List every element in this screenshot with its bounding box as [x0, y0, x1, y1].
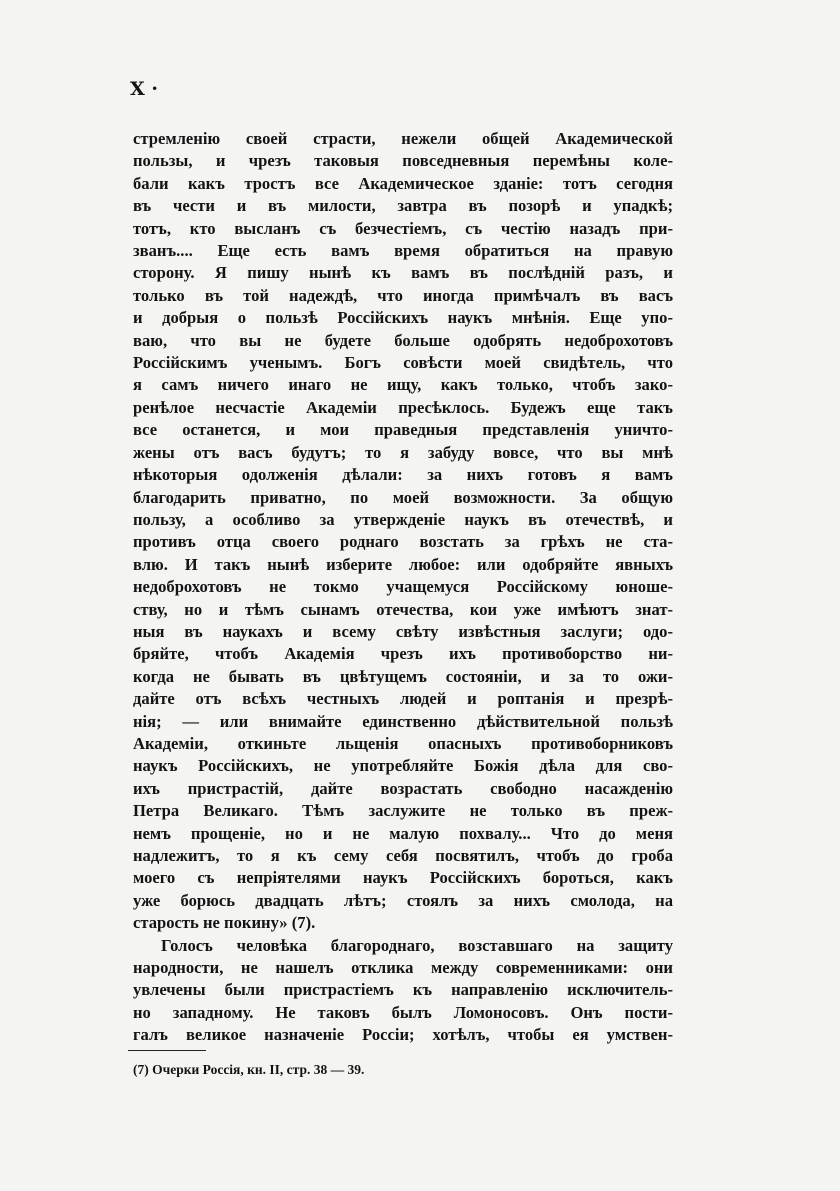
text-line: ныя въ наукахъ и всему свѣту извѣстныя заслуги; одо- [133, 621, 673, 641]
text-line: ваю, что вы не будете больше одобрять недоброхотовъ [133, 330, 673, 350]
text-line: увлечены были пристрастіемъ къ направленію исключитель- [133, 980, 673, 1000]
text-line: пользы, и чрезъ таковыя повседневныя перемѣны коле- [133, 151, 673, 171]
text-line: я самъ ничего инаго не ищу, какъ только, чтобъ зако- [133, 375, 673, 395]
text-line: моего съ непріятелями наукъ Россійскихъ бороться, какъ [133, 868, 673, 888]
text-line: все останется, и мои праведныя представленія уничто- [133, 420, 673, 440]
text-line: влю. И такъ нынѣ изберите любое: или одобряйте явныхъ [133, 554, 673, 574]
text-line: благодарить приватно, по моей возможности. За общую [133, 487, 673, 507]
text-line: но западному. Не таковъ былъ Ломоносовъ. Онъ пости- [133, 1002, 673, 1022]
page-number: X · [130, 78, 158, 100]
text-line: противъ отца своего роднаго возстать за грѣхъ не ста- [133, 532, 673, 552]
text-line: Академіи, откиньте льщенія опасныхъ противоборниковъ [133, 733, 673, 753]
text-line: ству, но и тѣмъ сынамъ отечества, кои уже имѣютъ знат- [133, 599, 673, 619]
text-line: нѣкоторыя одолженія дѣлали: за нихъ готовъ я вамъ [133, 465, 673, 485]
text-line: дайте отъ всѣхъ честныхъ людей и роптанія и презрѣ- [133, 689, 673, 709]
footnote: (7) Очерки Россія, кн. II, стр. 38 — 39. [133, 1062, 365, 1077]
text-line: надлежитъ, то я къ сему себя посвятилъ, чтобъ до гроба [133, 846, 673, 865]
text-line: нія; — или внимайте единственно дѣйствительной пользѣ [133, 711, 673, 731]
text-line: ихъ пристрастій, дайте возрастать свободно насажденію [133, 778, 673, 798]
body-text [133, 128, 673, 1047]
text-line: жены отъ васъ будутъ; то я забуду вовсе, что вы мнѣ [133, 442, 673, 462]
footnote-divider [128, 1050, 206, 1051]
text-line: бряйте, чтобъ Академія чрезъ ихъ противоборство ни- [133, 644, 673, 664]
text-line: Петра Великаго. Тѣмъ заслужите не только въ преж- [133, 801, 673, 821]
text-line: Россійскимъ ученымъ. Богъ совѣсти моей свидѣтель, что [133, 353, 673, 373]
text-line: когда не бывать въ цвѣтущемъ состояніи, и за то ожи- [133, 666, 673, 686]
text-line: стремленію своей страсти, нежели общей Академической [133, 129, 673, 148]
text-line: галъ великое назначеніе Россіи; хотѣлъ, чтобы ея умствен- [133, 1025, 673, 1045]
text-line: бали какъ тростъ все Академическое зданіе: тотъ сегодня [133, 173, 673, 193]
text-line: и добрыя о пользѣ Россійскихъ наукъ мнѣнія. Еще упо- [133, 308, 673, 328]
text-line: наукъ Россійскихъ, не употребляйте Божія дѣла для сво- [133, 756, 673, 776]
text-line: сторону. Я пишу нынѣ къ вамъ въ послѣдній разъ, и [133, 263, 673, 283]
text-line: только въ той надеждѣ, что иногда примѣчалъ въ васъ [133, 285, 673, 305]
text-line: званъ.... Еще есть вамъ время обратиться на правую [133, 241, 673, 261]
text-line: въ чести и въ милости, завтра въ позорѣ и упадкѣ; [133, 196, 673, 216]
text-line: старость не покину» (7). [133, 913, 316, 933]
text-line: тотъ, кто высланъ съ безчестіемъ, съ честію назадъ при- [133, 218, 673, 238]
text-line: немъ прощеніе, но и не малую похвалу... Что до меня [133, 823, 673, 843]
text-line: пользу, а особливо за утвержденіе наукъ въ отечествѣ, и [133, 509, 673, 529]
text-line: народности, не нашелъ отклика между современниками: они [133, 958, 673, 978]
text-line: уже борюсь двадцать лѣтъ; стоялъ за нихъ смолода, на [133, 890, 673, 910]
text-line: ренѣлое несчастіе Академіи пресѣклось. Будежъ еще такъ [133, 397, 673, 417]
paragraph-start-line: Голосъ человѣка благороднаго, возставшаго на защиту [161, 935, 673, 955]
text-line: недоброхотовъ не токмо учащемуся Россійскому юноше- [133, 577, 673, 597]
